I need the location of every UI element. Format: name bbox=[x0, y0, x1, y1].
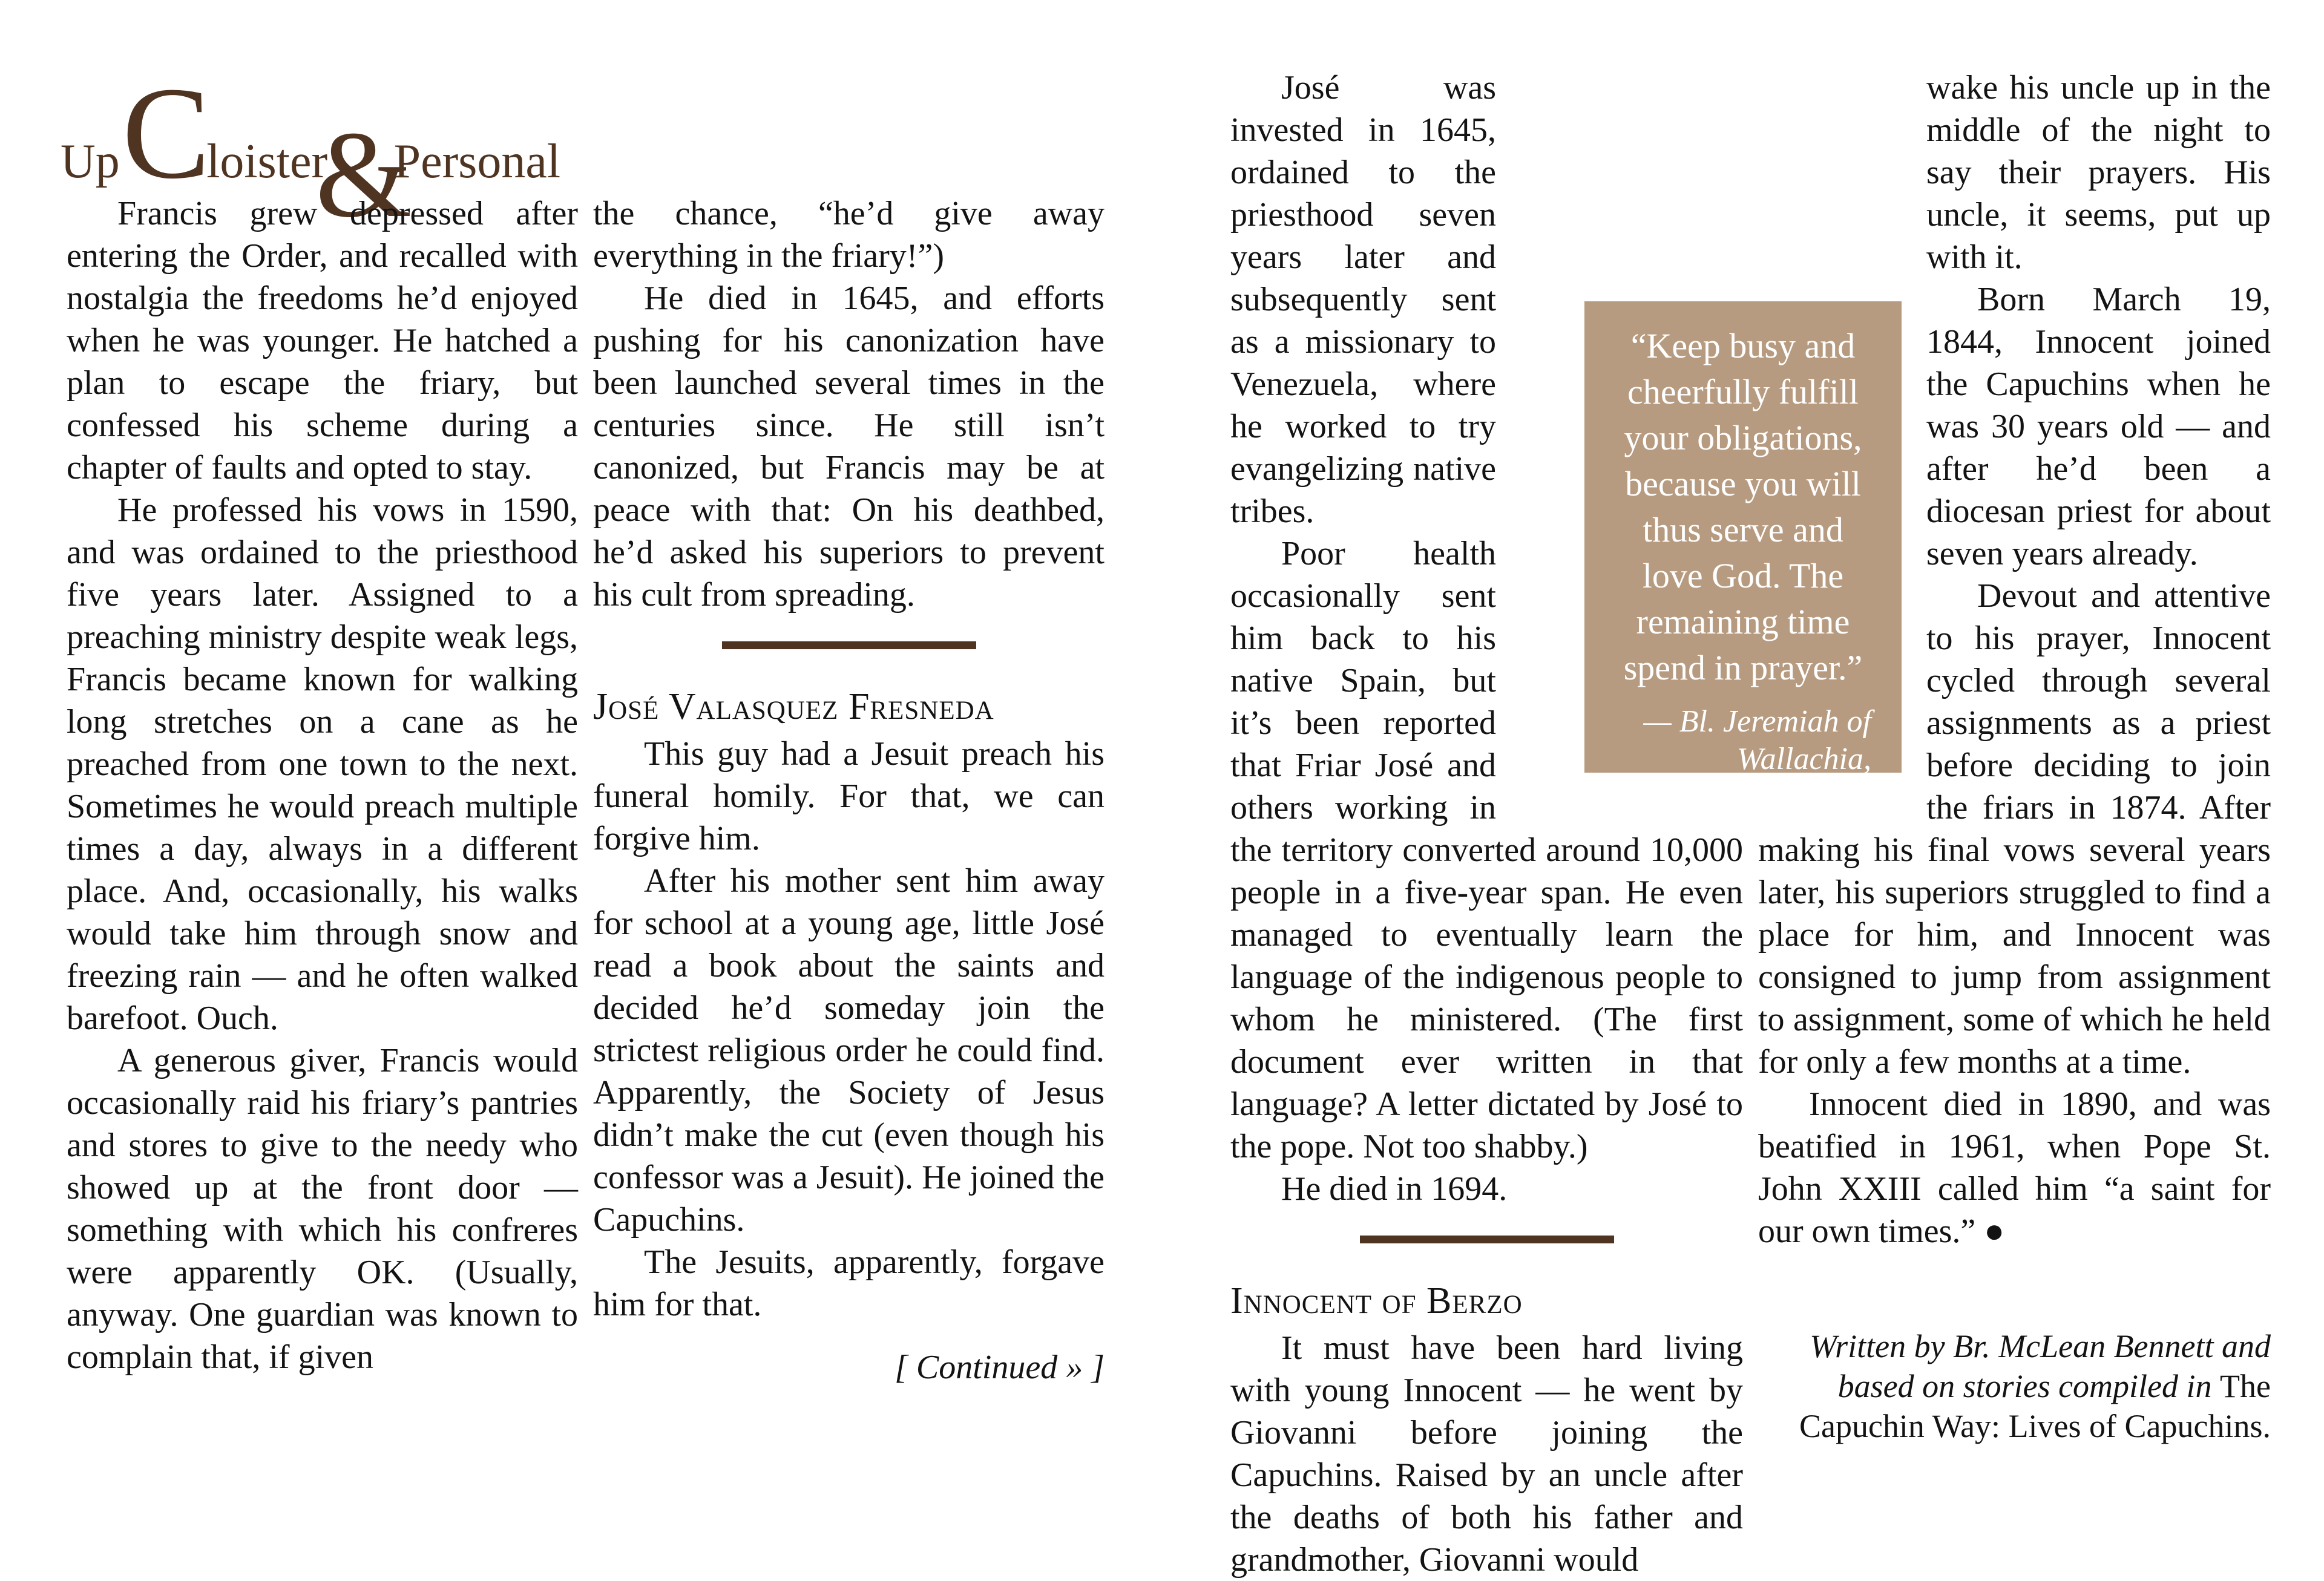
text-column-3 bbox=[1230, 67, 1743, 1581]
paragraph: It must have been hard living with young Innocent — he went by Giovanni before joining the Capuchins. Raised by an uncle after the deaths of both his father and grandmother, Giovanni would bbox=[1230, 1329, 1743, 1579]
paragraph: Poor health occasionally sent him back to his native Spain, but it’s been reported that Friar José and others working in the territory converted around 10,000 people in a five-year span. He even managed to eventually learn the language of the indigenous people to whom he ministered. (The first document ever written in that language? A letter dictated by José to the pope. Not too shabby.) bbox=[1230, 535, 1743, 1165]
paragraph: This guy had a Jesuit preach his funeral homily. For that, we can forgive him. bbox=[593, 735, 1105, 857]
author-credit bbox=[1758, 1326, 2271, 1446]
section-divider-rule bbox=[1360, 1236, 1614, 1243]
pull-quote-attribution: — Bl. Jeremiah of Wallachia, Capuchin bbox=[1643, 704, 1871, 814]
paragraph: The Jesuits, apparently, forgave him for that. bbox=[593, 1243, 1105, 1323]
paragraph: Innocent died in 1890, and was beatified in 1961, when Pope St. John XXIII called him “a saint for our own times.” ● bbox=[1758, 1085, 2271, 1250]
logo-word-loister: loister bbox=[206, 135, 328, 188]
logo-word-up: Up bbox=[61, 135, 120, 188]
section-logo bbox=[61, 61, 561, 243]
paragraph: Born March 19, 1844, Innocent joined the Capuchins when he was 30 years old — and after he’d been a diocesan priest for about seven years already. bbox=[1926, 281, 2271, 572]
paragraph: He professed his vows in 1590, and was ordained to the priesthood five years later. Assigned to a preaching ministry despite weak legs, Francis became known for walking long stretches on a cane as he preached from one town to the next. Sometimes he would preach multiple times a day, always in a different place. And, occasionally, his walks would take him through snow and freezing rain — and he often walked barefoot. Ouch. bbox=[67, 491, 578, 1037]
paragraph: Devout and attentive to his prayer, Innocent cycled through several assignments as a priest before deciding to join the friars in 1874. After making his final vows several years later, his superiors struggled to find a place for him, and Innocent was consigned to jump from assignment to assignment, some of which he held for only a few months at a time. bbox=[1758, 577, 2271, 1081]
paragraph: After his mother sent him away for school at a young age, little José read a book about the saints and decided he’d someday join the strictest religious order he could find. Apparently, the Society of Jesus didn’t make the cut (even though his confessor was a Jesuit). He joined the Capuchins. bbox=[593, 862, 1105, 1239]
section-divider-rule bbox=[722, 641, 976, 649]
paragraph: He died in 1645, and efforts pushing for his canonization have been launched several times in the centuries since. He still isn’t canonized, but Francis may be at peace with that: On his deathbed, he’d asked his superiors to prevent his cult from spreading. bbox=[593, 280, 1105, 614]
logo-ampersand-icon: & bbox=[315, 106, 412, 243]
logo-word-personal: Personal bbox=[393, 135, 561, 188]
text-column-2 bbox=[593, 192, 1105, 1389]
book-title: The Capuchin Way: Lives of Capuchins. bbox=[1799, 1368, 2271, 1444]
paragraph: A generous giver, Francis would occasionally raid his friary’s pantries and stores to give to the needy who showed up at the front door — something with which his confreres were apparently OK. (Usually, anyway. One guardian was known to complain that, if given bbox=[67, 1042, 578, 1376]
author-credit-italic: Written by Br. McLean Bennett and based on stories compiled in bbox=[1810, 1328, 2271, 1404]
logo-letter-c: C bbox=[122, 61, 211, 206]
paragraph: He died in 1694. bbox=[1281, 1170, 1508, 1208]
pull-quote-text: “Keep busy and cheerfully fulfill your obligations, because you will thus serve and love God. The remaining time spend in prayer.” bbox=[1623, 326, 1863, 687]
section-heading-jose-valasquez-fresneda: José Valasquez Fresneda bbox=[593, 686, 994, 727]
continued-marker: [ Continued » ] bbox=[894, 1349, 1105, 1386]
paragraph: the chance, “he’d give away everything in the friary!”) bbox=[593, 195, 1105, 275]
text-column-1 bbox=[67, 192, 578, 1378]
paragraph: José was invested in 1645, ordained to the priesthood seven years later and subsequently sent as a missionary to Venezuela, where he worked to try evangelizing native tribes. bbox=[1230, 69, 1496, 530]
section-heading-innocent-of-berzo: Innocent of Berzo bbox=[1230, 1280, 1523, 1321]
paragraph: Francis grew depressed after entering the Order, and recalled with nostalgia the freedoms he’d enjoyed when he was younger. He hatched a plan to escape the friary, but confessed his scheme during a chapter of faults and opted to stay. bbox=[67, 195, 578, 486]
pull-quote-box bbox=[1584, 301, 1902, 814]
paragraph: wake his uncle up in the middle of the night to say their prayers. His uncle, it seems, put up with it. bbox=[1926, 69, 2271, 276]
